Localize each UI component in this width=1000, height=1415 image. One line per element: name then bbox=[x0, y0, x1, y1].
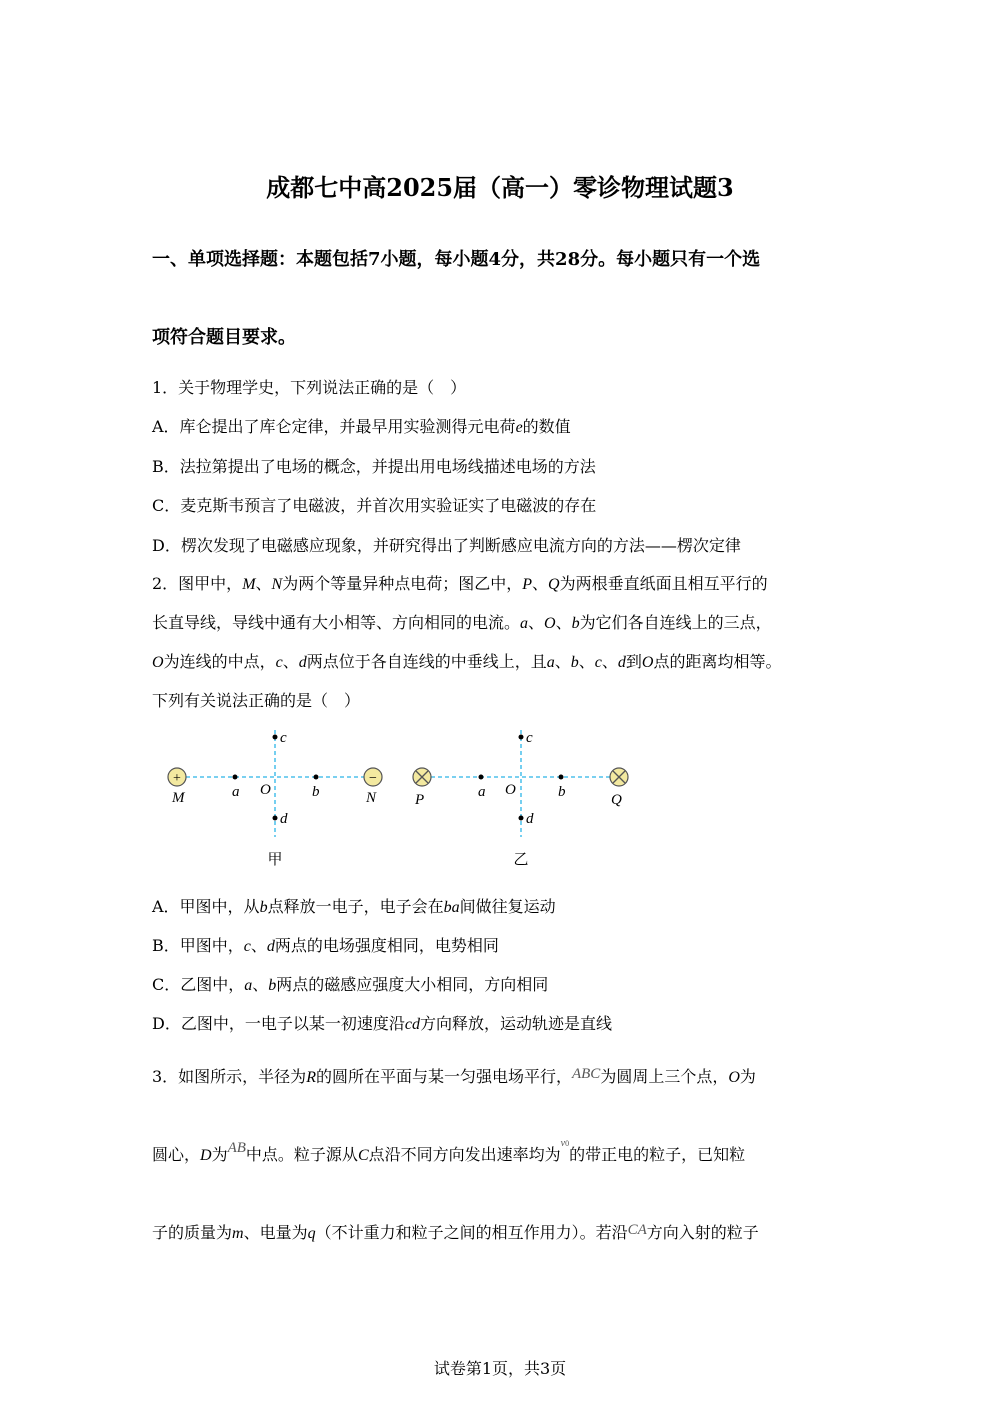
q2-option-c: C．乙图中，a、b两点的磁感应强度大小相同，方向相同 bbox=[152, 975, 549, 994]
q3-stem-line1: 3．如图所示，半径为R的圆所在平面与某一匀强电场平行，ABC为圆周上三个点，O为 bbox=[152, 1066, 756, 1086]
jia-point-d bbox=[273, 816, 278, 821]
q2-option-b: B．甲图中，c、d两点的电场强度相同，电势相同 bbox=[152, 936, 499, 955]
label-c: c bbox=[280, 730, 287, 746]
label-b: b bbox=[558, 784, 566, 800]
yi-point-c bbox=[519, 735, 524, 740]
q2-option-a: A．甲图中，从b点释放一电子，电子会在ba间做往复运动 bbox=[152, 897, 556, 916]
label-M: M bbox=[172, 790, 185, 806]
q1-stem: 1．关于物理学史，下列说法正确的是（ ） bbox=[152, 378, 467, 397]
figure-jia bbox=[168, 730, 382, 868]
q2-option-d: D．乙图中，一电子以某一初速度沿cd方向释放，运动轨迹是直线 bbox=[152, 1014, 612, 1033]
jia-point-a bbox=[233, 775, 238, 780]
q1-option-c: C．麦克斯韦预言了电磁波，并首次用实验证实了电磁波的存在 bbox=[152, 496, 597, 515]
label-N: N bbox=[366, 790, 377, 806]
label-d: d bbox=[526, 811, 534, 827]
yi-point-b bbox=[559, 775, 564, 780]
q3-stem-line2: 圆心，D为AB中点。粒子源从C点沿不同方向发出速率均为$^{v0}$的带正电的粒子，已知粒 bbox=[152, 1138, 746, 1164]
figure-yi bbox=[413, 730, 628, 868]
minus-sign: − bbox=[369, 771, 377, 786]
label-a: a bbox=[232, 784, 240, 800]
q2-stem-line4: 下列有关说法正确的是（ ） bbox=[152, 691, 361, 710]
page-footer: 试卷第1页，共3页 bbox=[433, 1359, 567, 1378]
label-O: O bbox=[505, 782, 516, 798]
yi-point-d bbox=[519, 816, 524, 821]
plus-sign: + bbox=[173, 771, 181, 786]
label-c: c bbox=[526, 730, 533, 746]
q2-stem-line1: 2．图甲中，M、N为两个等量异种点电荷；图乙中，P、Q为两根垂直纸面且相互平行的 bbox=[152, 574, 768, 593]
label-Q: Q bbox=[611, 792, 622, 808]
section-heading-line2: 项符合题目要求。 bbox=[152, 327, 296, 348]
q2-figure bbox=[150, 720, 650, 880]
jia-point-c bbox=[273, 735, 278, 740]
yi-point-a bbox=[479, 775, 484, 780]
caption-jia: 甲 bbox=[267, 850, 283, 868]
q2-stem-line2: 长直导线，导线中通有大小相等、方向相同的电流。a、O、b为它们各自连线上的三点， bbox=[152, 613, 772, 632]
q3-stem-line3: 子的质量为m、电量为q（不计重力和粒子之间的相互作用力）。若沿CA方向入射的粒子 bbox=[152, 1222, 759, 1242]
q2-stem-line3: O为连线的中点，c、d两点位于各自连线的中垂线上，且a、b、c、d到O点的距离均相等。 bbox=[152, 652, 782, 671]
q1-option-b: B．法拉第提出了电场的概念，并提出用电场线描述电场的方法 bbox=[152, 457, 596, 476]
caption-yi: 乙 bbox=[513, 850, 529, 868]
label-O: O bbox=[260, 782, 271, 798]
section-heading-line1: 一、单项选择题：本题包括7小题，每小题4分，共28分。每小题只有一个选 bbox=[152, 249, 761, 270]
page-title: 成都七中高2025届（高一）零诊物理试题3 bbox=[266, 173, 734, 202]
q1-option-a: A．库仑提出了库仑定律，并最早用实验测得元电荷e的数值 bbox=[152, 417, 571, 436]
q1-option-d: D．楞次发现了电磁感应现象，并研究得出了判断感应电流方向的方法——楞次定律 bbox=[152, 536, 741, 555]
jia-point-b bbox=[314, 775, 319, 780]
label-d: d bbox=[280, 811, 288, 827]
label-a: a bbox=[478, 784, 486, 800]
label-b: b bbox=[312, 784, 320, 800]
label-P: P bbox=[415, 792, 425, 808]
